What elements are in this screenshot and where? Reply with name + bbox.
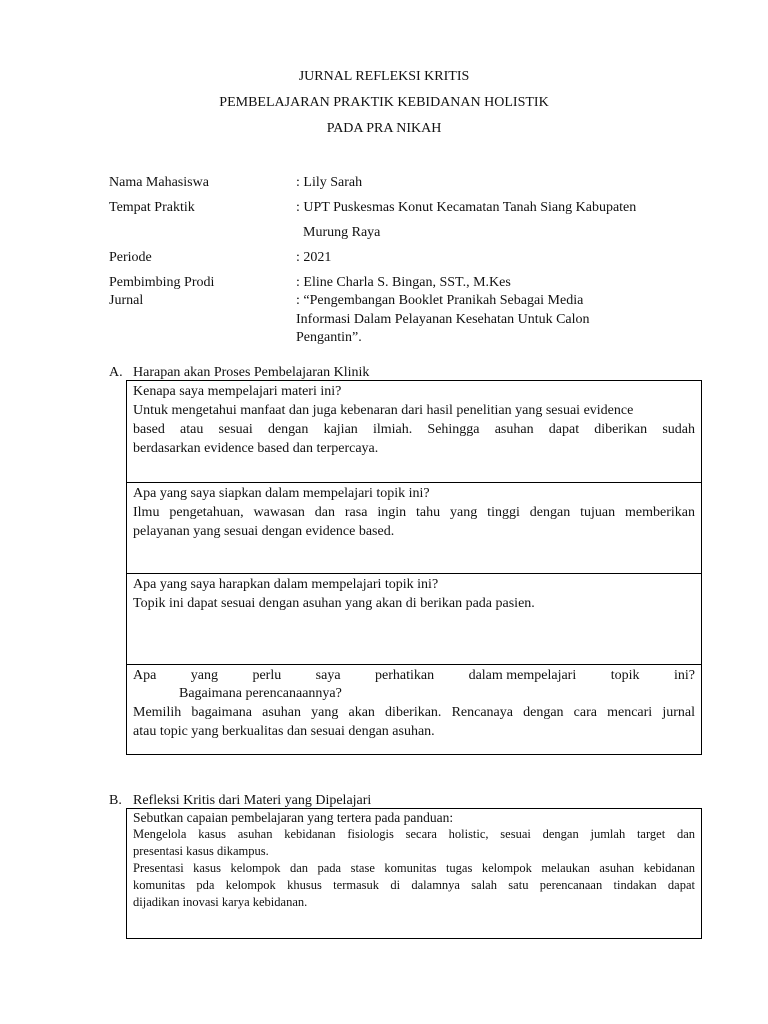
section-a-answer-1-line-1: Untuk mengetahui manfaat dan juga kebenaran dari hasil penelitian yang sesuai evidence (133, 403, 634, 418)
pembimbing-label: Pembimbing Prodi (109, 275, 215, 290)
section-b-letter: B. (109, 793, 122, 808)
document-title-line-2: PEMBELAJARAN PRAKTIK KEBIDANAN HOLISTIK (219, 95, 549, 110)
periode-label: Periode (109, 250, 152, 265)
q4-word: saya (315, 668, 341, 683)
section-a-cell-1 (127, 381, 701, 482)
section-a-title: Harapan akan Proses Pembelajaran Klinik (133, 365, 370, 380)
q4-word: dalam mempelajari (468, 668, 577, 683)
jurnal-value: : “Pengembangan Booklet Pranikah Sebagai Media (296, 293, 584, 308)
q4-word: Apa (133, 668, 157, 683)
section-b-table (126, 808, 702, 939)
tempat-praktik-value-cont: Murung Raya (303, 225, 381, 240)
section-a-answer-1-line-3: berdasarkan evidence based dan terpercaya. (133, 441, 379, 456)
section-a-answer-2-line-1: Ilmu pengetahuan, wawasan dan rasa ingin tahu yang tinggi dengan tujuan memberikan (133, 505, 695, 520)
tempat-praktik-value: : UPT Puskesmas Konut Kecamatan Tanah Siang Kabupaten (296, 200, 637, 215)
section-b-title: Refleksi Kritis dari Materi yang Dipelajari (133, 793, 372, 808)
section-a-answer-1-line-2: based atau sesuai dengan kajian ilmiah. Sehingga asuhan dapat diberikan sudah (133, 422, 695, 437)
section-a-letter: A. (109, 365, 123, 380)
section-b-cell-1 (127, 809, 701, 940)
section-a-table (126, 380, 702, 755)
section-b-question-1: Sebutkan capaian pembelajaran yang tertera pada panduan: (133, 810, 454, 825)
q4-word: yang (190, 668, 218, 683)
jurnal-label: Jurnal (109, 293, 144, 308)
section-b-answer-line-4: komunitas pda kelompok khusus termasuk di dalamnya salah satu perencanaan tindakan dapat (133, 878, 695, 892)
jurnal-value-cont-1: Informasi Dalam Pelayanan Kesehatan Untuk Calon (296, 312, 590, 327)
q4-word: perlu (252, 668, 282, 683)
section-a-cell-3 (127, 573, 701, 664)
section-b-answer-line-2: presentasi kasus dikampus. (133, 844, 269, 858)
document-title-line-3: PADA PRA NIKAH (326, 121, 442, 136)
section-a-question-3: Apa yang saya harapkan dalam mempelajari topik ini? (133, 577, 439, 592)
periode-value: : 2021 (296, 250, 332, 265)
section-a-question-4 (133, 667, 695, 685)
document-title-line-1: JURNAL REFLEKSI KRITIS (298, 69, 470, 84)
tempat-praktik-label: Tempat Praktik (109, 200, 195, 215)
q4-word: ini? (673, 668, 695, 683)
section-a-answer-2-line-2: pelayanan yang sesuai dengan evidence based. (133, 524, 395, 539)
q4-word: topik (610, 668, 640, 683)
section-a-cell-4 (127, 664, 701, 756)
section-b-answer-line-5: dijadikan inovasi karya kebidanan. (133, 895, 308, 909)
section-a-question-2: Apa yang saya siapkan dalam mempelajari topik ini? (133, 486, 430, 501)
section-a-cell-2 (127, 482, 701, 573)
nama-mahasiswa-value: : Lily Sarah (296, 175, 363, 190)
section-b-answer-line-1: Mengelola kasus asuhan kebidanan fisiologis secara holistic, sesuai dengan jumlah target dan (133, 827, 695, 841)
q4-word: perhatikan (375, 668, 435, 683)
pembimbing-value: : Eline Charla S. Bingan, SST., M.Kes (296, 275, 511, 290)
section-a-answer-3-line-1: Topik ini dapat sesuai dengan asuhan yang akan di berikan pada pasien. (133, 596, 535, 611)
nama-mahasiswa-label: Nama Mahasiswa (109, 175, 209, 190)
section-a-answer-4-line-1: Memilih bagaimana asuhan yang akan diberikan. Rencanaya dengan cara mencari jurnal (133, 705, 695, 720)
jurnal-value-cont-2: Pengantin”. (296, 330, 362, 345)
section-a-question-1: Kenapa saya mempelajari materi ini? (133, 384, 342, 399)
section-a-question-4-line-2: Bagaimana perencanaannya? (179, 686, 342, 701)
section-a-answer-4-line-2: atau topic yang berkualitas dan sesuai dengan asuhan. (133, 724, 435, 739)
section-b-answer-line-3: Presentasi kasus kelompok dan pada stase komunitas tugas kelompok melaukan asuhan kebidanan (133, 861, 695, 875)
